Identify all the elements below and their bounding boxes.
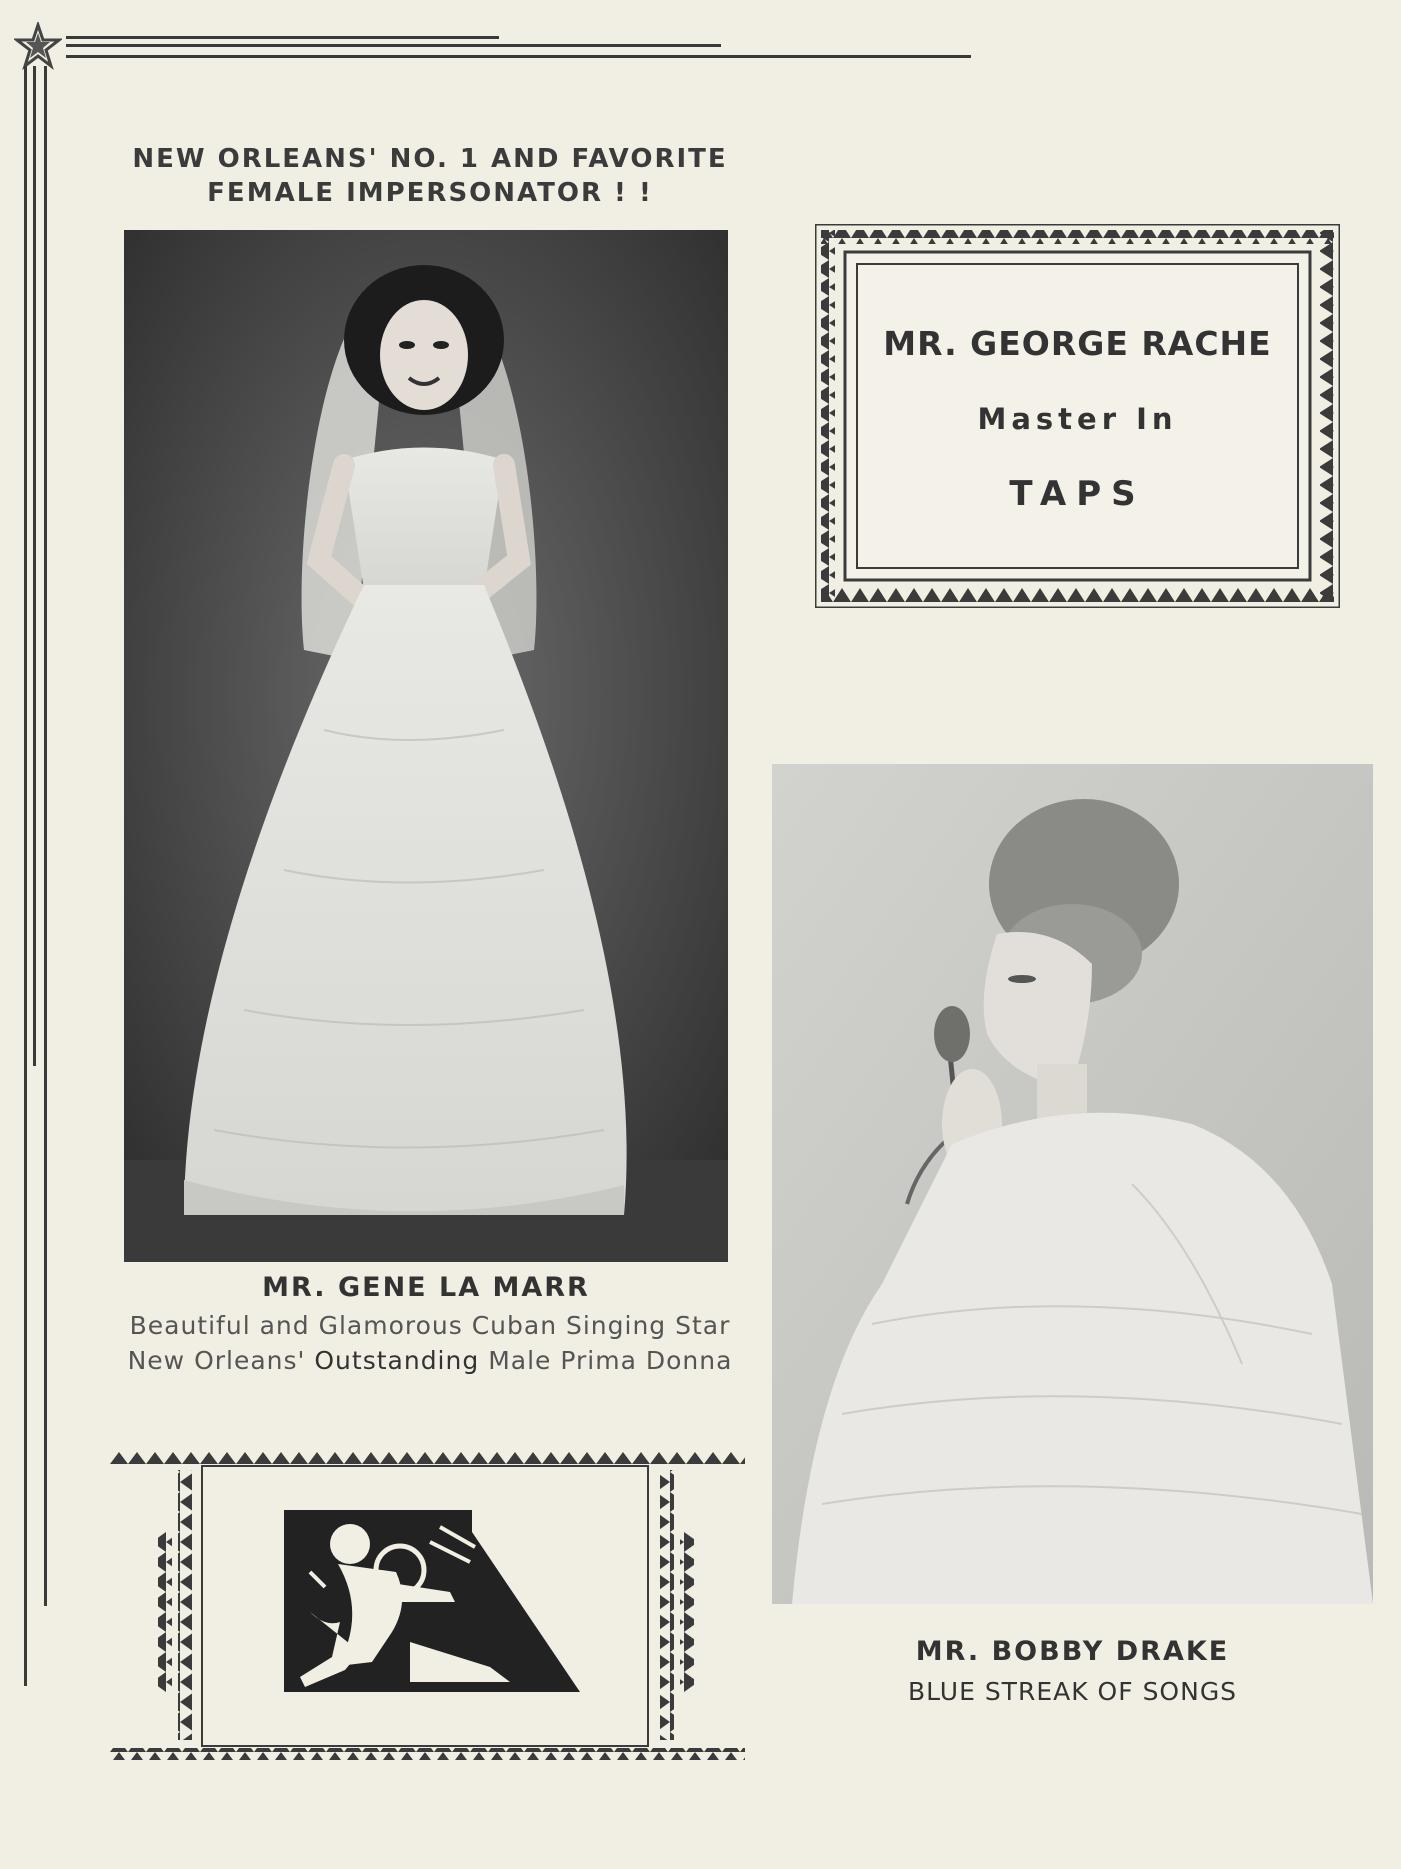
headline-line-1: NEW ORLEANS' NO. 1 AND FAVORITE	[132, 144, 728, 174]
desc-2-part-c: Male Prima Donna	[488, 1346, 733, 1375]
top-rule	[66, 36, 499, 39]
top-rule	[66, 44, 721, 47]
star-icon	[14, 22, 62, 70]
headline	[110, 142, 750, 210]
george-rache-subtitle: Master In	[977, 402, 1178, 436]
bobby-drake-name: MR. BOBBY DRAKE	[915, 1636, 1230, 1667]
headline-line-2: FEMALE IMPERSONATOR ! !	[207, 178, 653, 208]
george-rache-specialty: TAPS	[1009, 474, 1146, 514]
desc-2-part-a: New Orleans'	[127, 1346, 306, 1375]
left-rule	[24, 66, 27, 1686]
gene-la-marr-desc-1: Beautiful and Glamorous Cuban Singing Star	[129, 1311, 731, 1340]
left-rule	[33, 66, 36, 1066]
bobby-drake-photo	[772, 764, 1373, 1604]
gene-la-marr-name: MR. GENE LA MARR	[262, 1272, 590, 1303]
dancers-woodcut-icon	[110, 1452, 745, 1762]
desc-2-part-b: Outstanding	[314, 1346, 480, 1375]
george-rache-name: MR. GEORGE RACHE	[883, 324, 1272, 363]
gene-la-marr-desc-2	[70, 1346, 790, 1375]
left-rule	[44, 66, 47, 1606]
gene-la-marr-photo	[124, 230, 728, 1262]
bobby-drake-tagline: BLUE STREAK OF SONGS	[907, 1677, 1238, 1706]
george-rache-stamp-box	[815, 224, 1340, 608]
top-rule	[66, 55, 971, 58]
